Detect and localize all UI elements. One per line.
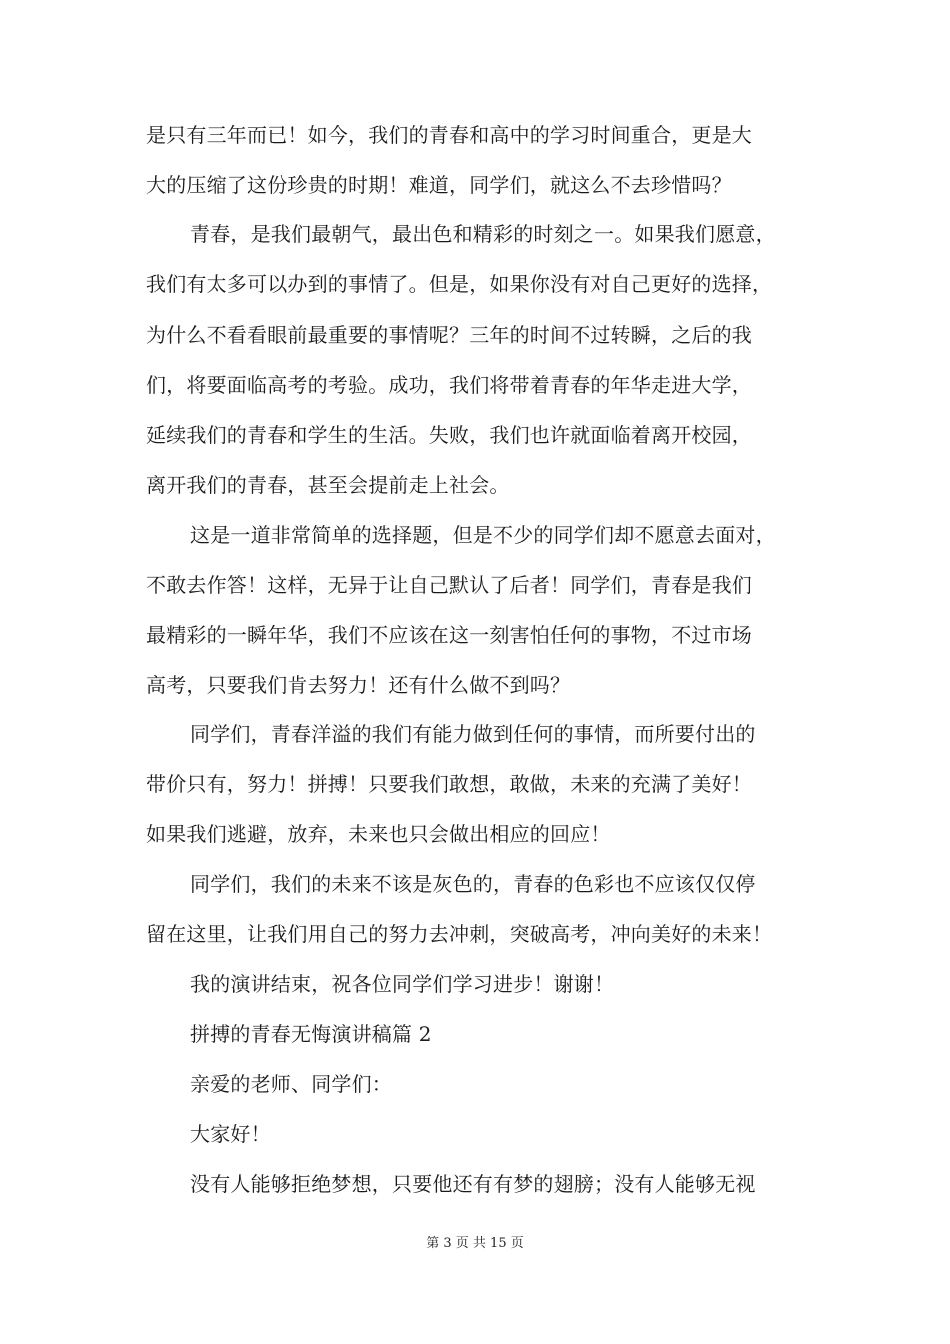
page-number-footer: 第 3 页 共 15 页 <box>426 1236 524 1251</box>
paragraph-start-line: 我的演讲结束，祝各位同学们学习进步！谢谢！ <box>190 972 615 996</box>
text-line: 离开我们的青春，甚至会提前走上社会。 <box>146 473 510 497</box>
text-line: 大的压缩了这份珍贵的时期！难道，同学们，就这么不去珍惜吗？ <box>146 173 732 197</box>
text-line: 延续我们的青春和学生的生活。失败，我们也许就面临着离开校园， <box>146 423 752 447</box>
paragraph-start-line: 青春，是我们最朝气，最出色和精彩的时刻之一。如果我们愿意， <box>190 222 776 246</box>
text-line: 们，将要面临高考的考验。成功，我们将带着青春的年华走进大学， <box>146 373 752 397</box>
greeting-line: 大家好！ <box>190 1122 271 1146</box>
section-heading: 拼搏的青春无悔演讲稿篇 2 <box>190 1022 432 1046</box>
text-line: 为什么不看看眼前最重要的事情呢？三年的时间不过转瞬，之后的我 <box>146 323 752 347</box>
text-line: 留在这里，让我们用自己的努力去冲刺，突破高考，冲向美好的未来！ <box>146 922 773 946</box>
paragraph-start-line: 同学们，青春洋溢的我们有能力做到任何的事情，而所要付出的 <box>190 722 756 746</box>
text-line: 是只有三年而已！如今，我们的青春和高中的学习时间重合，更是大 <box>146 123 752 147</box>
text-line: 不敢去作答！这样，无异于让自己默认了后者！同学们，青春是我们 <box>146 573 752 597</box>
paragraph-start-line: 这是一道非常简单的选择题，但是不少的同学们却不愿意去面对， <box>190 523 776 547</box>
text-line: 带价只有，努力！拼搏！只要我们敢想，敢做，未来的充满了美好！ <box>146 772 752 796</box>
text-line: 高考，只要我们肯去努力！还有什么做不到吗？ <box>146 673 571 697</box>
salutation-line: 亲爱的老师、同学们： <box>190 1072 392 1096</box>
text-line: 如果我们逃避，放弃，未来也只会做出相应的回应！ <box>146 822 611 846</box>
text-line: 最精彩的一瞬年华，我们不应该在这一刻害怕任何的事物，不过市场 <box>146 623 752 647</box>
text-line: 我们有太多可以办到的事情了。但是，如果你没有对自己更好的选择， <box>146 272 773 296</box>
paragraph-start-line: 同学们，我们的未来不该是灰色的，青春的色彩也不应该仅仅停 <box>190 872 756 896</box>
paragraph-start-line: 没有人能够拒绝梦想，只要他还有有梦的翅膀；没有人能够无视 <box>190 1172 756 1196</box>
